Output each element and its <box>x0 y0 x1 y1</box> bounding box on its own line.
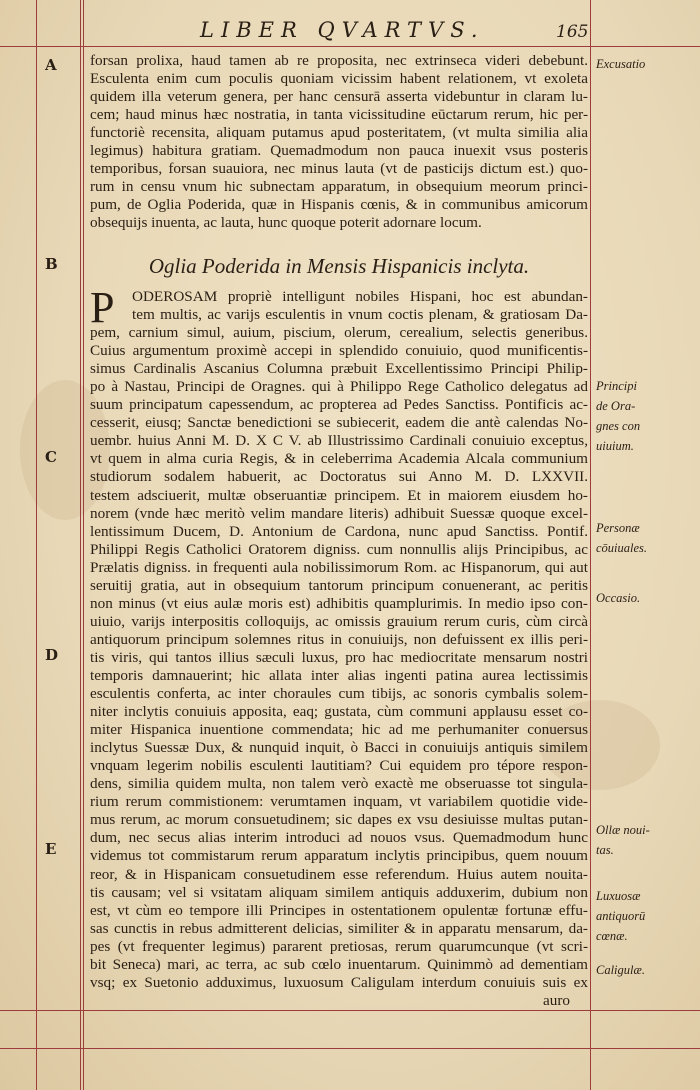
text-line: pum, de Oglia Poderida, quæ in Hispanis cœnis, & in communibus amicorum <box>90 196 588 214</box>
text-line: Prælatis digniss. in frequenti aula nobilissimorum Rom. ac Hispanorum, qui aut <box>90 558 588 576</box>
text-line: rium rerum commistionem: verumtamen inquam, vt variabilem quotidie vide- <box>90 793 588 811</box>
text-line: tis causam; vel si vsitatam aliquam similem antiquis adduxerim, dubium non <box>90 883 588 901</box>
margin-note-personae <box>596 518 690 558</box>
text-line: testem adsciuerit, multæ obseruantiæ principem. Et in maiorem eiusdem ho- <box>90 486 588 504</box>
text-line: temporis damnauerint; hic allata inter alias ingenti patina aurea lectissimis <box>90 666 588 684</box>
text-line: vt quem in alma curia Regis, & in celeberrima Academia Alcala communium <box>90 450 588 468</box>
paragraph-2 <box>90 283 588 1010</box>
text-line: est, vt cùm eo tempore illi Principes in ostentationem opulentæ fortunæ effu- <box>90 901 588 919</box>
text-line: simus Cardinalis Ascanius Columna præbuit Excellentissimo Principi Philip- <box>90 360 588 378</box>
margin-note-occasio: Occasio. <box>596 591 641 605</box>
footer-rule-2 <box>0 1048 700 1049</box>
section-letter-c: C <box>45 448 57 466</box>
text-line: functoriè recensita, aliquam putamus apud posteritatem, (vt multa similia alia <box>90 124 588 142</box>
text-line: tem multis, ac varijs esculentis in vnum coctis plenam, & gratiosam Da- <box>132 306 588 324</box>
text-line: seruitij gratia, aut in obsequium tantorum principum conuenerant, ac peritis <box>90 576 588 594</box>
text-line: quidem illa veterum genera, per hanc censurā asserta videbuntur in claram lu- <box>90 88 588 106</box>
paragraph-1 <box>90 52 588 232</box>
text-line: tis viris, qui tantos illius sæculi luxus, pro hac mediocritate mensarum nostri <box>90 648 588 666</box>
margin-note-excusatio: Excusatio <box>596 57 646 71</box>
margin-note-line: tas. <box>596 843 614 857</box>
catchword: auro <box>543 991 570 1009</box>
margin-note-line: uiuium. <box>596 439 634 453</box>
text-line: studiorum sodalem habuerit, ac Doctoratus sui Anno M. D. LXXVII. <box>90 468 588 486</box>
text-line: antiquorum principum solemnes ritus in conuiuijs, non defuissent ex illis peri- <box>90 630 588 648</box>
text-line: Esculenta enim cum poculis quoniam vicissim habent relationem, vt exoleta <box>90 70 588 88</box>
left-inner-rule <box>80 0 81 1090</box>
margin-note-line: antiquorū <box>596 909 646 923</box>
text-line: legimus) habitura gratiam. Quemadmodum non pauca inuexit vsus posteris <box>90 142 588 160</box>
section-letter-a: A <box>45 56 57 74</box>
text-line: Cuius argumentum proximè accepi in splendido conuiuio, quod munificentis- <box>90 342 588 360</box>
margin-note-caligulae: Caligulæ. <box>596 963 645 977</box>
text-line: uiuio, varijs interpositis colloquijs, ac omissis grauium rerum curis, cùm circà <box>90 612 588 630</box>
text-line: reor, & in Hispanicam consuetudinem esse referendum. Huius autem nouita- <box>90 865 588 883</box>
section-heading: Oglia Poderida in Mensis Hispanicis inclyta. <box>148 254 530 278</box>
text-line: niter inclytis conuiuis apposita, eaq; gustata, cùm communi applausu esset co- <box>90 703 588 721</box>
section-letter-d: D <box>45 646 59 664</box>
text-line: pes (vt frequenter legimus) pararent pretiosas, rerum quarumcunque (vt scri- <box>90 937 588 955</box>
text-line: suum principatum capessendum, ac propterea ad Pedes Sanctiss. Pontificis ac- <box>90 396 588 414</box>
margin-note-principi <box>596 376 690 456</box>
text-line: vnquam legerim nobilis esculenti lautitiam? Cui equidem pro tépore respon- <box>90 757 588 775</box>
text-line: temporibus, forsan suauiora, nec minus lauta (vt de pasticijs dictum est.) quo- <box>90 160 588 178</box>
margin-note-line: Ollæ noui- <box>596 823 650 837</box>
text-line: cem; haud minus hæc nostratia, in tanta vicissitudine eūctarum rerum, hic per- <box>90 106 588 124</box>
text-line: rum in censu vnum hic subnectam apparatum, in obsequium meorum princi- <box>90 178 588 196</box>
margin-note-line: cœnæ. <box>596 929 628 943</box>
text-line: esculentis conferta, ac inter choraules cum tibijs, ac sonoris cymbalis solem- <box>90 685 588 703</box>
text-line: videmus tot commistarum rerum apparatum inclytis principibus, quem nouum <box>90 847 588 865</box>
section-letter-e: E <box>45 840 57 858</box>
text-line: obsequijs inuenta, ac lauta, hunc quoque poterit adornare locum. <box>90 214 482 232</box>
text-line: sas cunctis in rebus admitterent delicias, similiter & in apparatu mensarum, da- <box>90 919 588 937</box>
margin-note-line: Luxuosæ <box>596 889 641 903</box>
footer-rule <box>0 1010 700 1011</box>
text-line: dum, nec secus alias interim introduci ad nouos vsus. Quemadmodum hunc <box>90 829 588 847</box>
text-line: miter Hispanica inuentione commendata; hic ad me perhumaniter conuersus <box>90 721 588 739</box>
text-line: lentissimum Ducem, D. Antonium de Cardona, nunc apud Sanctiss. Pontif. <box>90 522 588 540</box>
margin-note-line: Personæ <box>596 521 640 535</box>
text-line: cesserit, eiusq; Sanctæ benedictioni se subiecerit, eadem die antè calendas No- <box>90 414 588 432</box>
text-line: Philippi Regis Catholici Oratorem digniss. cum nonnullis alijs Principibus, ac <box>90 540 588 558</box>
text-line: vsq; ex Suetonio adduximus, luxuosum Caligulam interdum conuiuis suis ex <box>90 973 588 991</box>
margin-note-line: de Ora- <box>596 399 636 413</box>
left-inner-rule-2 <box>83 0 84 1090</box>
drop-cap: P <box>90 283 115 332</box>
page-number: 165 <box>556 22 589 42</box>
left-outer-rule <box>36 0 37 1090</box>
text-line: dens, similia quidem multa, non talem verò exactè me obseruasse tot singula- <box>90 775 588 793</box>
text-line: bit Seneca) mari, ac terra, ac sub cœlo inuentarum. Quinimmò ad dementiam <box>90 955 588 973</box>
text-line: pem, carnium simul, auium, piscium, olerum, cerealium, selectis generibus. <box>90 324 588 342</box>
text-line: inclytus Suessæ Dux, & nunquid inquit, ò Bacci in conuiuijs antiquis similem <box>90 739 588 757</box>
text-line: po à Nastau, Principi de Oragnes. qui à Philippo Rege Catholico delegatus ad <box>90 378 588 396</box>
text-line: forsan prolixa, haud tamen ab re proposita, nec extrinseca videri debebunt. <box>90 52 588 69</box>
margin-note-luxusae <box>596 886 690 946</box>
text-line: non minus (vt eius aulæ moris est) adhibitis quamplurimis. In medio ipso con- <box>90 594 588 612</box>
margin-note-line: cōuiuales. <box>596 541 648 555</box>
text-line: mus rerum, ac morum consuetudinem; sic dapes ex vsu desiuisse multas putan- <box>90 811 588 829</box>
margin-note-ollae <box>596 820 690 860</box>
margin-note-line: gnes con <box>596 419 641 433</box>
text-line: uembr. huius Anni M. D. X C V. ab Illustrissimo Cardinali conuiuio exceptus, <box>90 432 588 450</box>
right-margin-rule <box>590 0 591 1090</box>
text-line: ODEROSAM propriè intelligunt nobiles Hispani, hoc est abundan- <box>132 288 588 305</box>
text-line: norem (vnde hæc meritò velim mandare literis) adhibuit Suessæ quoque excel- <box>90 504 588 522</box>
section-letter-b: B <box>45 255 58 273</box>
running-head: LIBER QVARTVS. <box>200 18 485 42</box>
margin-note-line: Principi <box>596 379 637 393</box>
header-rule <box>0 46 700 47</box>
